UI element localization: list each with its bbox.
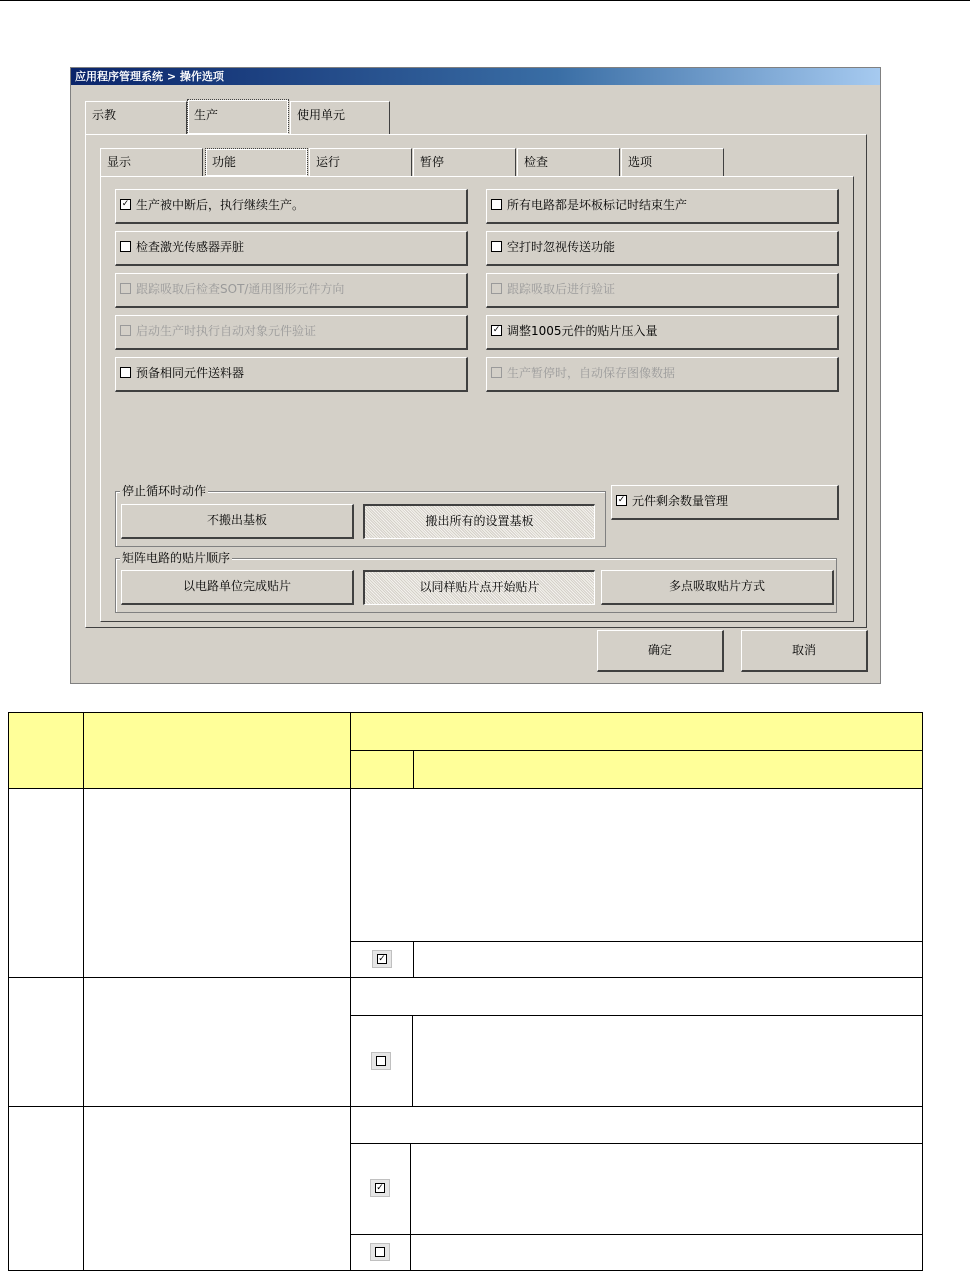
same-point-button[interactable]: 以同样贴片点开始贴片 — [363, 570, 595, 605]
checked-checkbox-icon — [372, 950, 392, 968]
checkbox-icon[interactable] — [120, 241, 131, 252]
option-continue-after-interrupt[interactable] — [115, 189, 468, 224]
table-row-1-no — [8, 788, 84, 978]
table-row-2-desc — [350, 977, 923, 1016]
unchecked-checkbox-icon — [371, 1052, 391, 1070]
option-label: 生产暂停时，自动保存图像数据 — [507, 366, 676, 380]
table-row-1-content — [413, 941, 923, 978]
option-label: 跟踪吸取后进行验证 — [507, 282, 616, 296]
table-row-1-item — [83, 788, 351, 978]
tab-production-label: 生产 — [194, 108, 219, 122]
option-check-laser-sensor[interactable] — [115, 231, 468, 266]
checkbox-mark: ✓ — [378, 954, 386, 964]
option-adjust-1005[interactable] — [486, 315, 839, 350]
checkbox-icon[interactable]: ✓ — [617, 495, 626, 505]
table-header-setting — [350, 750, 414, 789]
unchecked-checkbox-icon — [370, 1243, 390, 1261]
subtab-display-label: 显示 — [107, 155, 132, 169]
table-row-2-item — [83, 977, 351, 1107]
matrix-order-group-label: 矩阵电路的贴片顺序 — [122, 551, 231, 565]
option-track-verify — [486, 273, 839, 308]
subtab-options[interactable] — [621, 148, 724, 177]
no-unload-board-button[interactable]: 不搬出基板 — [121, 504, 354, 539]
circuit-unit-button[interactable]: 以电路单位完成贴片 — [121, 570, 354, 605]
checkbox-icon[interactable]: ✓ — [121, 199, 130, 209]
checkbox-icon[interactable]: ✓ — [492, 325, 501, 335]
checkbox-icon — [491, 367, 502, 378]
checkbox-icon[interactable] — [491, 199, 502, 210]
checkbox-icon — [120, 325, 131, 336]
option-label: 预备相同元件送料器 — [136, 366, 245, 380]
subtab-run[interactable] — [309, 148, 412, 177]
dialog-title: 应用程序管理系统 > 操作选项 — [71, 68, 880, 85]
stop-cycle-group-label: 停止循环时动作 — [122, 484, 207, 498]
tab-production[interactable] — [187, 99, 289, 135]
option-end-on-bad-marks[interactable] — [486, 189, 839, 224]
option-label: 跟踪吸取后检查SOT/通用图形元件方向 — [136, 282, 345, 296]
table-row-3-content-b — [410, 1234, 923, 1271]
subtab-function-label: 功能 — [212, 155, 237, 169]
checkbox-icon — [491, 283, 502, 294]
option-ignore-transfer[interactable] — [486, 231, 839, 266]
table-header-item — [83, 712, 351, 789]
subtab-check[interactable] — [517, 148, 620, 177]
unload-all-boards-button[interactable]: 搬出所有的设置基板 — [363, 504, 595, 539]
checkbox-icon — [120, 283, 131, 294]
subtab-options-label: 选项 — [628, 155, 653, 169]
option-auto-save-image — [486, 357, 839, 392]
option-prepare-feeder[interactable] — [115, 357, 468, 392]
checked-checkbox-icon — [370, 1179, 390, 1197]
table-header-content — [413, 750, 923, 789]
option-label: 元件剩余数量管理 — [632, 494, 729, 508]
checkbox-mark — [375, 1247, 385, 1257]
option-label: 生产被中断后，执行继续生产。 — [136, 198, 305, 212]
table-row-1-desc — [350, 788, 923, 942]
subtab-display[interactable] — [100, 148, 203, 177]
option-label: 检查激光传感器弄脏 — [136, 240, 245, 254]
table-row-2-no — [8, 977, 84, 1107]
operation-options-dialog — [70, 67, 881, 684]
checkbox-icon[interactable] — [491, 241, 502, 252]
subtab-pause-label: 暂停 — [420, 155, 445, 169]
table-row-3-no — [8, 1106, 84, 1271]
option-track-sot-direction — [115, 273, 468, 308]
option-remaining-count[interactable] — [611, 485, 839, 520]
tab-unit[interactable] — [290, 101, 390, 135]
checkbox-mark — [376, 1056, 386, 1066]
tab-teach-label: 示教 — [92, 108, 117, 122]
ok-button[interactable]: 确定 — [597, 630, 724, 672]
subtab-function[interactable] — [205, 148, 308, 177]
subtab-pause[interactable] — [413, 148, 516, 177]
table-header-no — [8, 712, 84, 789]
option-label: 空打时忽视传送功能 — [507, 240, 616, 254]
checkbox-icon[interactable] — [120, 367, 131, 378]
subtab-check-label: 检查 — [524, 155, 549, 169]
option-label: 调整1005元件的贴片压入量 — [507, 324, 658, 338]
table-row-2-content — [412, 1015, 923, 1107]
table-row-3-desc — [350, 1106, 923, 1144]
table-header-desc — [350, 712, 923, 751]
option-auto-verify — [115, 315, 468, 350]
subtab-run-label: 运行 — [316, 155, 341, 169]
tab-unit-label: 使用单元 — [297, 108, 346, 122]
page-top-rule — [0, 0, 970, 1]
checkbox-mark: ✓ — [376, 1183, 384, 1193]
cancel-button[interactable]: 取消 — [741, 630, 868, 672]
option-label: 启动生产时执行自动对象元件验证 — [136, 324, 317, 338]
tab-teach[interactable] — [85, 101, 187, 135]
table-row-3-content-a — [410, 1143, 923, 1235]
option-label: 所有电路都是坏板标记时结束生产 — [507, 198, 688, 212]
table-row-3-item — [83, 1106, 351, 1271]
multi-pick-button[interactable]: 多点吸取贴片方式 — [601, 570, 834, 605]
